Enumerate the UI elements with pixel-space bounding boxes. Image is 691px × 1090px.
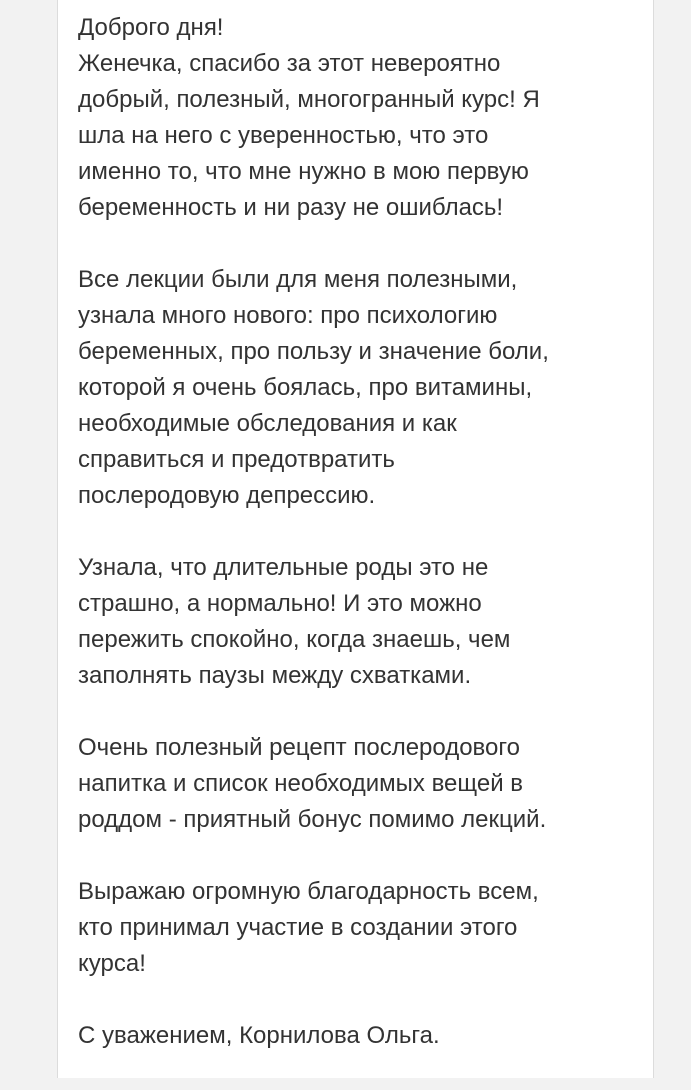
paragraph-thanks: Женечка, спасибо за этот невероятно добрый, полезный, многогранный курс! Я шла на него с уверенностью, что это именно то, что мне нужно в мою первую беременность и ни разу не ошиблась! bbox=[78, 50, 540, 221]
message-body bbox=[78, 10, 643, 1090]
greeting-text: Доброго дня! bbox=[78, 14, 224, 41]
message-card bbox=[57, 0, 654, 1078]
paragraph-gratitude: Выражаю огромную благодарность всем, кто принимал участие в создании этого курса! bbox=[78, 878, 539, 977]
paragraph-recipe: Очень полезный рецепт послеродового напитка и список необходимых вещей в роддом - приятный бонус помимо лекций. bbox=[78, 734, 547, 833]
paragraph-labor: Узнала, что длительные роды это не страшно, а нормально! И это можно пережить спокойно, когда знаешь, чем заполнять паузы между схватками. bbox=[78, 554, 511, 689]
signature-text: С уважением, Корнилова Ольга. bbox=[78, 1022, 440, 1049]
paragraph-lectures: Все лекции были для меня полезными, узнала много нового: про психологию беременных, про пользу и значение боли, которой я очень боялась, про витамины, необходимые обследования и как справиться и предотвратить послеродовую депрессию. bbox=[78, 266, 549, 509]
